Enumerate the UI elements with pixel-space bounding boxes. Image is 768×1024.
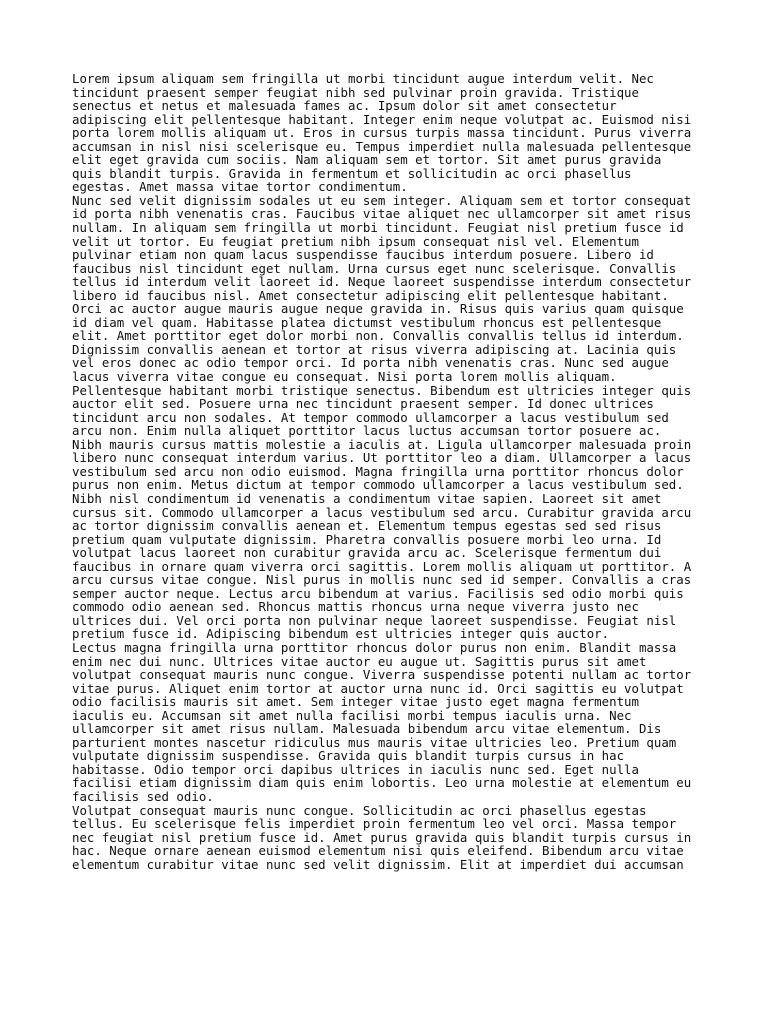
text-line: Nibh nisl condimentum id venenatis a condimentum vitae sapien. Laoreet sit amet: [72, 490, 662, 506]
text-line: pulvinar etiam non quam lacus suspendisse faucibus interdum posuere. Libero id: [72, 247, 654, 263]
text-line: vestibulum sed arcu non odio euismod. Magna fringilla urna porttitor rhoncus dolor: [72, 463, 684, 479]
text-line: senectus et netus et malesuada fames ac. Ipsum dolor sit amet consectetur: [72, 98, 617, 114]
paragraph: [72, 641, 702, 804]
text-line: id porta nibh venenatis cras. Faucibus vitae aliquet nec ullamcorper sit amet risus: [72, 206, 692, 222]
text-line: nec feugiat nisl pretium fusce id. Amet purus gravida quis blandit turpis cursus in: [72, 829, 692, 845]
text-line: lacus viverra vitae congue eu consequat. Nisi porta lorem mollis aliquam.: [72, 369, 617, 385]
text-line: facilisi etiam dignissim diam quis enim lobortis. Leo urna molestie at elementum eu: [72, 775, 692, 791]
text-line: hac. Neque ornare aenean euismod elementum nisi quis eleifend. Bibendum arcu vitae: [72, 843, 684, 859]
text-line: tellus id interdum velit laoreet id. Neque laoreet suspendisse interdum consectetur: [72, 274, 692, 290]
text-line: faucibus in ornare quam viverra orci sagittis. Lorem mollis aliquam ut porttitor. A: [72, 558, 692, 574]
text-line: Volutpat consequat mauris nunc congue. Sollicitudin ac orci phasellus egestas: [72, 802, 647, 818]
paragraph: [72, 194, 702, 641]
text-line: vitae purus. Aliquet enim tortor at auctor urna nunc id. Orci sagittis eu volutpat: [72, 680, 684, 696]
text-line: cursus sit. Commodo ullamcorper a lacus vestibulum sed arcu. Curabitur gravida arcu: [72, 504, 692, 520]
paragraph: [72, 72, 702, 194]
text-line: adipiscing elit pellentesque habitant. Integer enim neque volutpat ac. Euismod nisi: [72, 111, 692, 127]
text-line: nullam. In aliquam sem fringilla ut morbi tincidunt. Feugiat nisl pretium fusce id: [72, 220, 684, 236]
text-line: Lectus magna fringilla urna porttitor rhoncus dolor purus non enim. Blandit massa: [72, 639, 677, 655]
text-line: quis blandit turpis. Gravida in fermentum et sollicitudin ac orci phasellus: [72, 165, 632, 181]
text-line: purus non enim. Metus dictum at tempor commodo ullamcorper a lacus vestibulum sed.: [72, 477, 684, 493]
text-line: Lorem ipsum aliquam sem fringilla ut morbi tincidunt augue interdum velit. Nec: [72, 71, 654, 86]
text-line: Nibh mauris cursus mattis molestie a iaculis at. Ligula ullamcorper malesuada proin: [72, 436, 692, 452]
text-line: Pellentesque habitant morbi tristique senectus. Bibendum est ultricies integer quis: [72, 382, 692, 398]
text-line: semper auctor neque. Lectus arcu bibendum at varius. Facilisis sed odio morbi quis: [72, 585, 684, 601]
text-line: tincidunt arcu non sodales. At tempor commodo ullamcorper a lacus vestibulum sed: [72, 409, 669, 425]
text-line: ullamcorper sit amet risus nullam. Malesuada bibendum arcu vitae elementum. Dis: [72, 721, 662, 737]
text-line: habitasse. Odio tempor orci dapibus ultrices in iaculis nunc sed. Eget nulla: [72, 761, 639, 777]
text-line: tincidunt praesent semper feugiat nibh sed pulvinar proin gravida. Tristique: [72, 84, 639, 100]
text-line: arcu non. Enim nulla aliquet porttitor lacus luctus accumsan tortor posuere ac.: [72, 423, 662, 439]
text-line: parturient montes nascetur ridiculus mus mauris vitae ultricies leo. Pretium quam: [72, 734, 677, 750]
text-line: pretium fusce id. Adipiscing bibendum est ultricies integer quis auctor.: [72, 626, 610, 642]
text-line: Orci ac auctor augue mauris augue neque gravida in. Risus quis varius quam quisque: [72, 301, 684, 317]
text-line: arcu cursus vitae congue. Nisl purus in mollis nunc sed id semper. Convallis a cras: [72, 572, 692, 588]
text-line: libero nunc consequat interdum varius. Ut porttitor leo a diam. Ullamcorper a lacus: [72, 450, 692, 466]
text-line: iaculis eu. Accumsan sit amet nulla facilisi morbi tempus iaculis urna. Nec: [72, 707, 632, 723]
text-line: volutpat consequat mauris nunc congue. Viverra suspendisse potenti nullam ac tortor: [72, 667, 692, 683]
text-line: ac tortor dignissim convallis aenean et. Elementum tempus egestas sed sed risus: [72, 518, 662, 534]
text-line: vel eros donec ac odio tempor orci. Id porta nibh venenatis cras. Nunc sed augue: [72, 355, 669, 371]
text-line: velit ut tortor. Eu feugiat pretium nibh ipsum consequat nisl vel. Elementum: [72, 233, 639, 249]
text-line: porta lorem mollis aliquam ut. Eros in cursus turpis massa tincidunt. Purus viverra: [72, 125, 692, 141]
text-line: pretium quam vulputate dignissim. Pharetra convallis posuere morbi leo urna. Id: [72, 531, 662, 547]
text-line: enim nec dui nunc. Ultrices vitae auctor eu augue ut. Sagittis purus sit amet: [72, 653, 647, 669]
text-line: tellus. Eu scelerisque felis imperdiet proin fermentum leo vel orci. Massa tempor: [72, 816, 677, 832]
text-line: elit. Amet porttitor eget dolor morbi non. Convallis convallis tellus id interdum.: [72, 328, 684, 344]
text-line: ultrices dui. Vel orci porta non pulvinar neque laoreet suspendisse. Feugiat nisl: [72, 612, 677, 628]
text-line: Nunc sed velit dignissim sodales ut eu sem integer. Aliquam sem et tortor consequat: [72, 192, 692, 208]
text-line: id diam vel quam. Habitasse platea dictumst vestibulum rhoncus est pellentesque: [72, 314, 662, 330]
text-line: Dignissim convallis aenean et tortor at risus viverra adipiscing at. Lacinia quis: [72, 341, 677, 357]
paragraph: [72, 804, 702, 872]
text-line: volutpat lacus laoreet non curabitur gravida arcu ac. Scelerisque fermentum dui: [72, 545, 662, 561]
text-line: commodo odio aenean sed. Rhoncus mattis rhoncus urna neque viverra justo nec: [72, 599, 639, 615]
text-line: odio facilisis mauris sit amet. Sem integer vitae justo eget magna fermentum: [72, 694, 639, 710]
text-line: egestas. Amet massa vitae tortor condimentum.: [72, 179, 408, 195]
text-line: accumsan in nisl nisi scelerisque eu. Tempus imperdiet nulla malesuada pellentesque: [72, 138, 692, 154]
text-line: auctor elit sed. Posuere urna nec tincidunt praesent semper. Id donec ultrices: [72, 396, 654, 412]
text-line: libero id faucibus nisl. Amet consectetur adipiscing elit pellentesque habitant.: [72, 287, 669, 303]
document-page: [72, 72, 702, 871]
text-line: faucibus nisl tincidunt eget nullam. Urna cursus eget nunc scelerisque. Convallis: [72, 260, 677, 276]
text-line: elementum curabitur vitae nunc sed velit dignissim. Elit at imperdiet dui accumsan: [72, 856, 684, 872]
text-line: vulputate dignissim suspendisse. Gravida quis blandit turpis cursus in hac: [72, 748, 625, 764]
text-line: facilisis sed odio.: [72, 788, 214, 804]
text-line: elit eget gravida cum sociis. Nam aliquam sem et tortor. Sit amet purus gravida: [72, 152, 662, 168]
